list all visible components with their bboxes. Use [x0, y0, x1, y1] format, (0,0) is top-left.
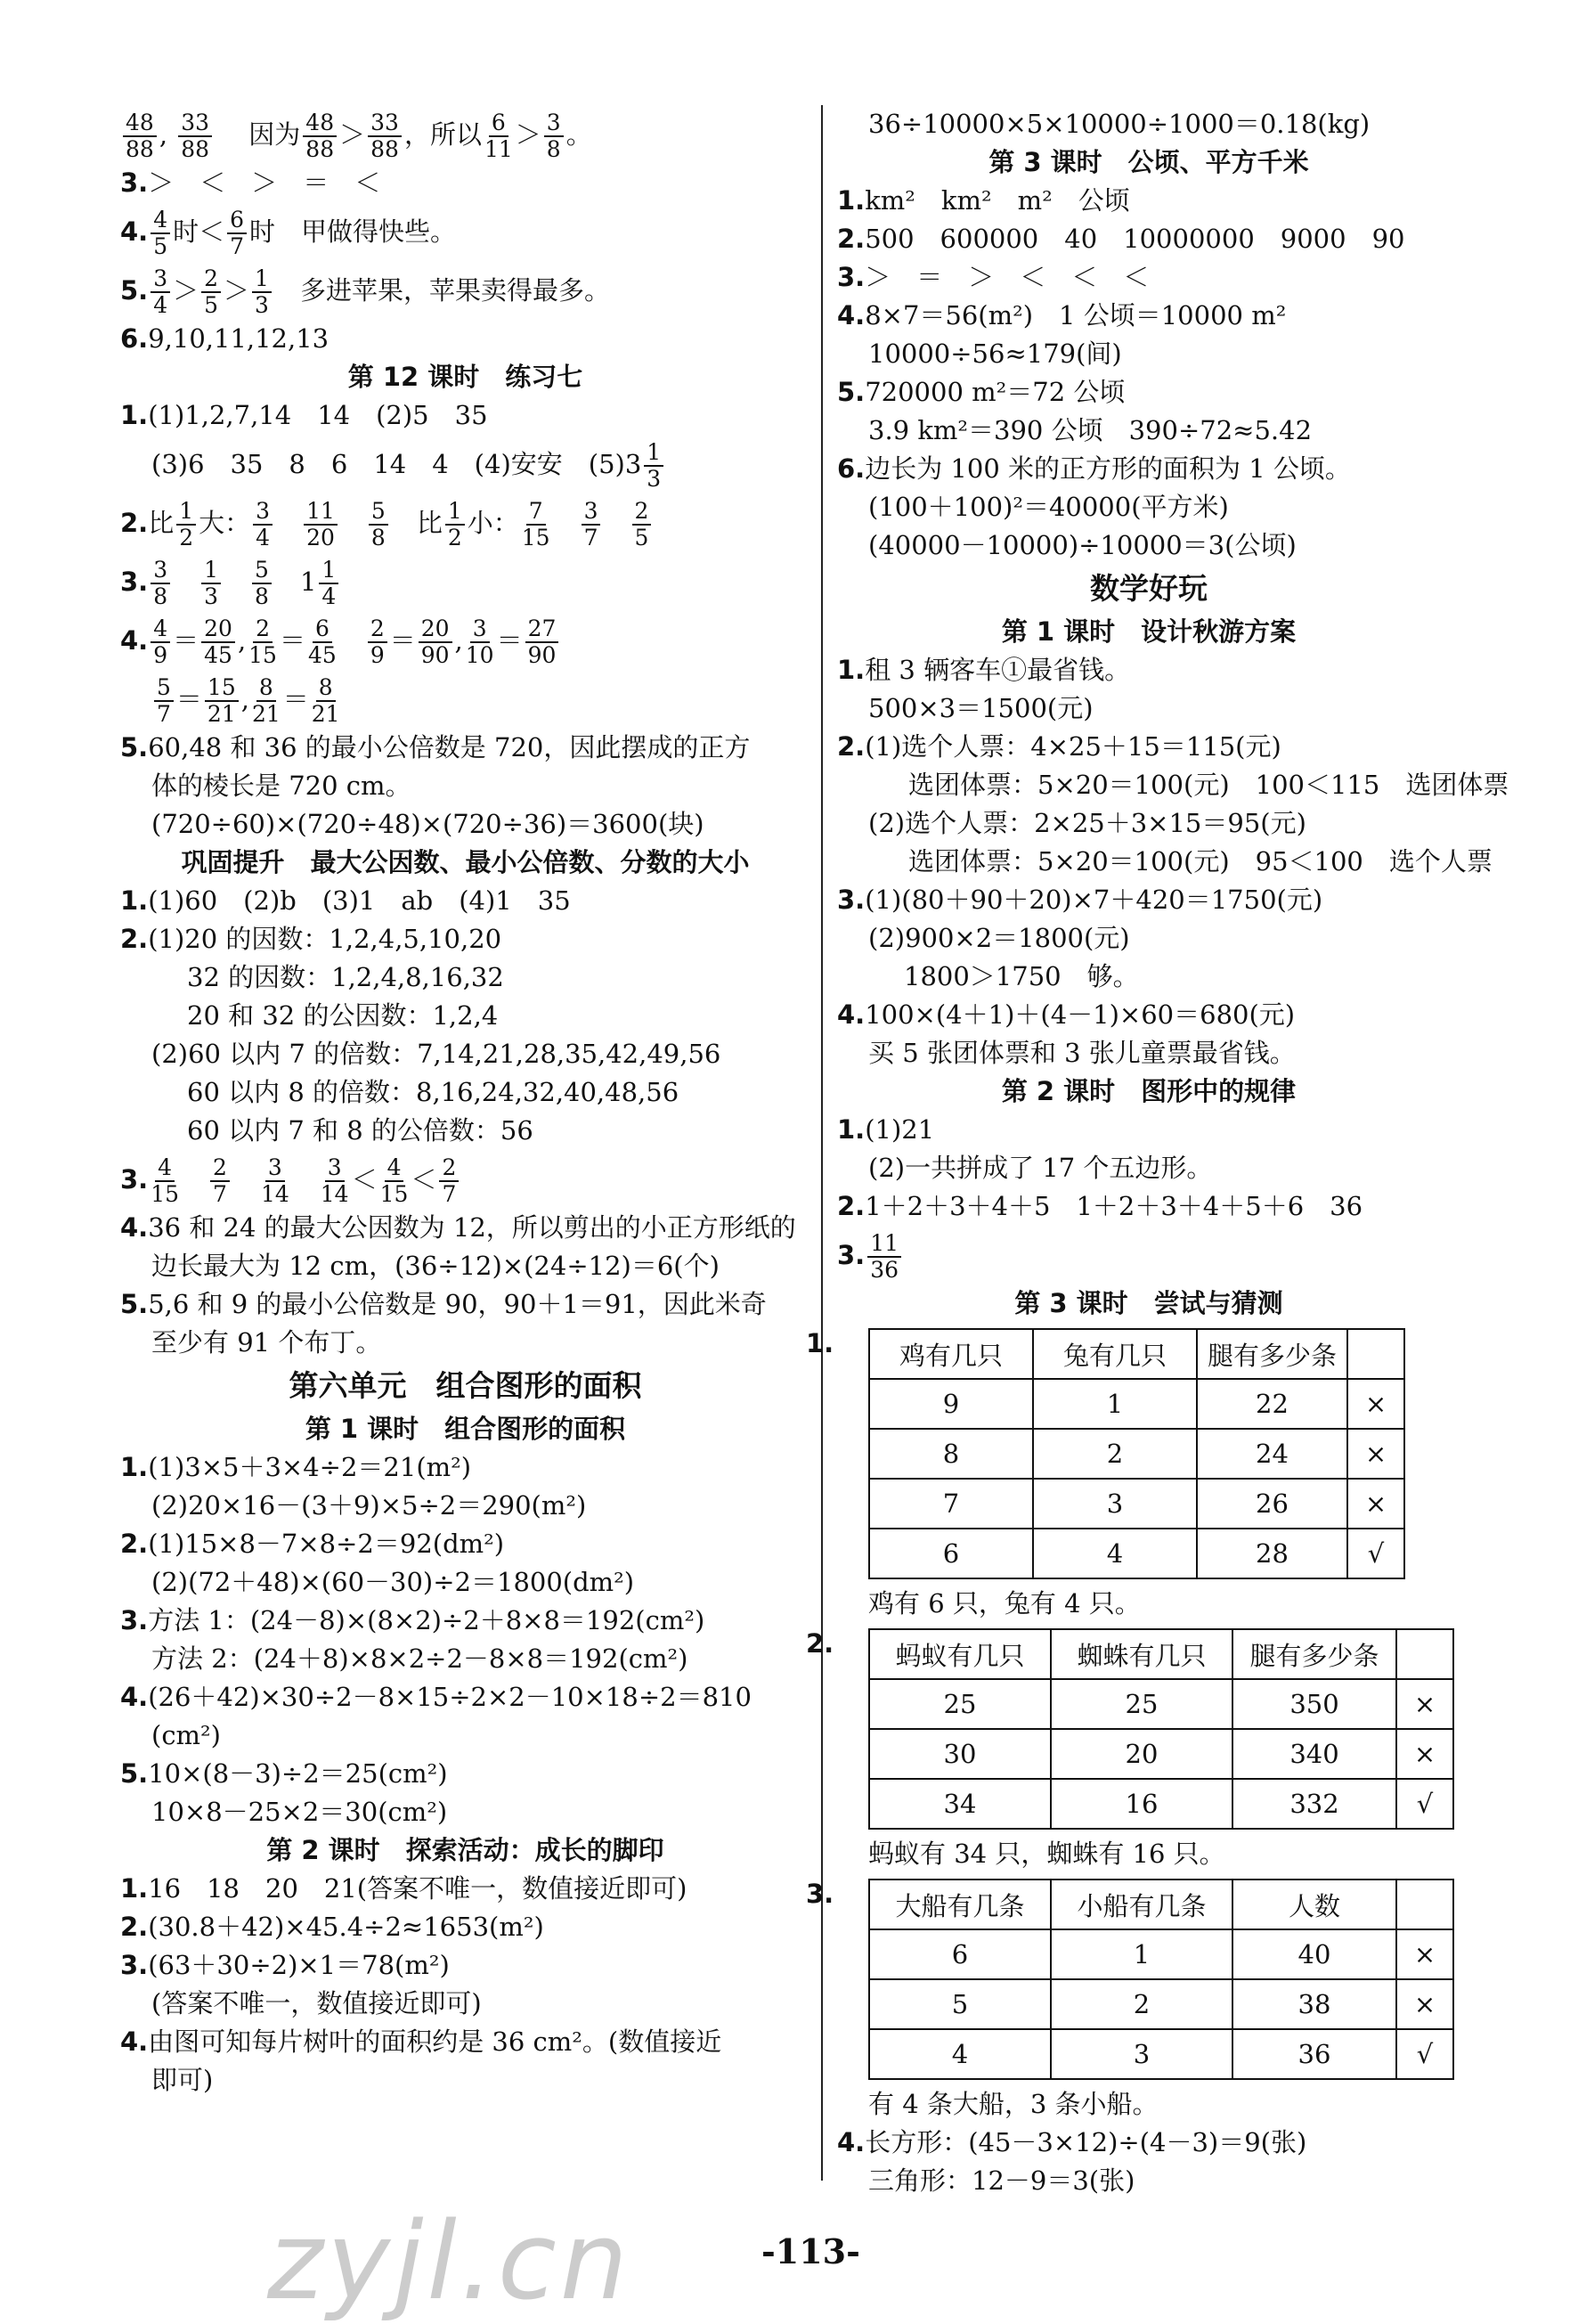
- f-answer-2: 2.(1)选个人票：4×25＋15＝115(元): [837, 731, 1281, 762]
- answer-5: 5. $\frac{3}{4}$ ＞ $\frac{2}{5}$ ＞ $\frac{1}{3}$ 多进苹果，苹果卖得最多。: [120, 265, 610, 318]
- l12-answer-5c: (720÷60)×(720÷48)×(720÷36)＝3600(块): [151, 809, 704, 839]
- r-answer-6: 6.边长为 100 米的正方形的面积为 1 公顷。: [837, 453, 1351, 484]
- u-answer-4: 4.(26＋42)×30÷2－8×15÷2×2－10×18÷2＝810: [120, 1682, 752, 1712]
- c-answer-2-line: (2)60 以内 7 的倍数：7,14,21,28,35,42,49,56: [151, 1039, 721, 1069]
- intro-line: $\frac{48}{88}$ , $\frac{33}{88}$ 因为 $\frac{48}{88}$ ＞ $\frac{33}{88}$ ，所以 $\frac{6}{11}$ ＞ $\frac{3}{8}$ 。: [120, 105, 810, 164]
- l12-answer-1b: (3)6 35 8 6 14 4 (4)安安 (5)3 $\frac{1}{3}$: [120, 435, 810, 493]
- f-answer-1b: 500×3＝1500(元): [868, 693, 1094, 723]
- u-answer-3: 3.方法 1：(24－8)×(8×2)÷2＋8×8＝192(cm²): [120, 1605, 705, 1635]
- v-answer-4: 4.由图可知每片树叶的面积约是 36 cm²。(数值接近: [120, 2026, 722, 2057]
- c-answer-4b: 边长最大为 12 cm，(36÷12)×(24÷12)＝6(个): [151, 1251, 720, 1281]
- watermark: zyjl.cn: [267, 2200, 631, 2324]
- c-answer-2-line: 60 以内 8 的倍数：8,16,24,32,40,48,56: [187, 1077, 679, 1107]
- table-row: 8 2 24 ×: [869, 1429, 1404, 1479]
- f-answer-2b: 选团体票：5×20＝100(元) 100＜115 选团体票: [908, 770, 1509, 800]
- u-answer-2b: (2)(72＋48)×(60－30)÷2＝1800(dm²): [151, 1567, 635, 1597]
- c-answer-4: 4.36 和 24 的最大公因数为 12，所以剪出的小正方形纸的: [120, 1212, 796, 1243]
- u-answer-4b: (cm²): [151, 1720, 221, 1750]
- c-answer-5b: 至少有 91 个布丁。: [151, 1327, 382, 1358]
- c-answer-2-line: 60 以内 7 和 8 的公倍数：56: [187, 1115, 533, 1146]
- c-answer-5: 5.5,6 和 9 的最小公倍数是 90，90＋1＝91，因此米奇: [120, 1289, 767, 1319]
- ant-spider-table: 蚂蚁有几只 蜘蛛有几只 腿有多少条 25 25 350 × 30 20 340 × 34 16 332 √: [868, 1628, 1454, 1830]
- table-1-block: 1. 鸡有几只 兔有几只 腿有多少条 9 1 22 × 8 2 24 × 7 3 26 × 6 4 28 √: [837, 1328, 1460, 1579]
- g-answer-2: 2.1＋2＋3＋4＋5 1＋2＋3＋4＋5＋6 36: [837, 1191, 1363, 1221]
- v-answer-4b: 即可): [151, 2065, 214, 2095]
- u-answer-1: 1.(1)3×5＋3×4÷2＝21(m²): [120, 1452, 472, 1482]
- chicken-rabbit-table: 鸡有几只 兔有几只 腿有多少条 9 1 22 × 8 2 24 × 7 3 26 × 6 4 28 √: [868, 1328, 1405, 1579]
- c-answer-2: 2.(1)20 的因数：1,2,4,5,10,20: [120, 924, 502, 954]
- l12-answer-5: 5.60,48 和 36 的最小公倍数是 720，因此摆成的正方: [120, 732, 751, 762]
- boat-table: 大船有几条 小船有几条 人数 6 1 40 × 5 2 38 × 4 3 36 √: [868, 1879, 1454, 2080]
- f-answer-2d: 选团体票：5×20＝100(元) 95＜100 选个人票: [908, 846, 1493, 877]
- u-answer-1b: (2)20×16－(3＋9)×5÷2＝290(m²): [151, 1490, 587, 1521]
- g-answer-1: 1.(1)21: [837, 1114, 935, 1145]
- table-row: 9 1 22 ×: [869, 1379, 1404, 1429]
- table-row: 6 4 28 √: [869, 1529, 1404, 1578]
- f-answer-2c: (2)选个人票：2×25＋3×15＝95(元): [868, 808, 1306, 838]
- g-answer-1b: (2)一共拼成了 17 个五边形。: [868, 1153, 1213, 1183]
- f-answer-3: 3.(1)(80＋90＋20)×7＋420＝1750(元): [837, 885, 1323, 915]
- consolidation-title: 巩固提升 最大公因数、最小公倍数、分数的大小: [181, 847, 750, 877]
- r-answer-3: 3.＞ ＝ ＞ ＜ ＜ ＜: [837, 262, 1150, 292]
- fraction: $\frac{3}{8}$: [544, 110, 564, 162]
- v-answer-1: 1.16 18 20 21(答案不唯一，数值接近即可): [120, 1873, 687, 1904]
- r-top-line: 36÷10000×5×10000÷1000＝0.18(kg): [868, 109, 1371, 139]
- fun-math-title: 数学好玩: [1090, 571, 1208, 606]
- r-lesson-3-title: 第 3 课时 公顷、平方千米: [988, 147, 1309, 177]
- table-row: 5 2 38 ×: [869, 1979, 1453, 2029]
- left-column: [120, 105, 810, 2100]
- r-answer-4b: 10000÷56≈179(间): [868, 338, 1122, 369]
- table-row: 7 3 26 ×: [869, 1479, 1404, 1529]
- g-answer-3: 3. $\frac{11}{36}$: [837, 1226, 1460, 1284]
- f-answer-3b: (2)900×2＝1800(元): [868, 923, 1130, 953]
- l12-answer-4b: $\frac{5}{7}$ ＝ $\frac{15}{21}$ , $\frac{8}{21}$ ＝ $\frac{8}{21}$: [120, 670, 810, 729]
- r-answer-2: 2.500 600000 40 10000000 9000 90: [837, 224, 1405, 254]
- v-answer-2: 2.(30.8＋42)×45.4÷2≈1653(m²): [120, 1912, 544, 1942]
- c-answer-2-line: 32 的因数：1,2,4,8,16,32: [187, 962, 504, 992]
- fraction: $\frac{33}{88}$: [368, 110, 402, 162]
- table-2-block: 2. 蚂蚁有几只 蜘蛛有几只 腿有多少条 25 25 350 × 30 20 340 × 34 16 332 √: [837, 1628, 1460, 1830]
- u-answer-3b: 方法 2：(24＋8)×8×2÷2－8×8＝192(cm²): [151, 1643, 688, 1674]
- l12-answer-1: 1.(1)1,2,7,14 14 (2)5 35: [120, 400, 488, 430]
- r-last-answer-4: 4.长方形：(45－3×12)÷(4－3)＝9(张): [837, 2127, 1307, 2157]
- answer-4: 4. $\frac{4}{5}$ 时＜ $\frac{6}{7}$ 时 甲做得快些。: [120, 207, 457, 259]
- f-answer-3c: 1800＞1750 够。: [904, 961, 1139, 991]
- table-row: 30 20 340 ×: [869, 1729, 1453, 1779]
- fraction: $\frac{6}{11}$: [484, 110, 513, 162]
- table-row: 34 16 332 √: [869, 1779, 1453, 1829]
- c-answer-2-line: 20 和 32 的公因数：1,2,4: [187, 1000, 499, 1031]
- l12-answer-4: 4. $\frac{4}{9}$ ＝ $\frac{20}{45}$ , $\frac{2}{15}$ ＝ $\frac{6}{45}$ $\frac{2}{9}$ ＝ $\frac{20}{90}$ , $\frac{3}{10}$ ＝ $\frac{27}{90}$: [120, 611, 810, 670]
- fun-lesson-1-title: 第 1 课时 设计秋游方案: [1001, 616, 1297, 647]
- u6-lesson-1-title: 第 1 课时 组合图形的面积: [305, 1414, 626, 1444]
- column-divider: [821, 105, 823, 2181]
- answer-6: 6.9,10,11,12,13: [120, 323, 329, 354]
- lesson-12-title: 第 12 课时 练习七: [347, 362, 583, 392]
- fraction: $\frac{48}{88}$: [303, 110, 337, 162]
- u6-lesson-2-title: 第 2 课时 探索活动：成长的脚印: [266, 1835, 664, 1865]
- t3-conclusion: 有 4 条大船，3 条小船。: [868, 2089, 1159, 2119]
- t1-conclusion: 鸡有 6 只，兔有 4 只。: [868, 1588, 1141, 1619]
- u-answer-5: 5.10×(8－3)÷2＝25(cm²): [120, 1758, 448, 1789]
- r-answer-5b: 3.9 km²＝390 公顷 390÷72≈5.42: [868, 415, 1313, 445]
- f-answer-1: 1.租 3 辆客车①最省钱。: [837, 655, 1131, 685]
- r-answer-6b: (100＋100)²＝40000(平方米): [868, 492, 1229, 522]
- t2-conclusion: 蚂蚁有 34 只，蜘蛛有 16 只。: [868, 1839, 1225, 1869]
- right-column: [806, 105, 1509, 2200]
- page-number: -113-: [761, 2231, 860, 2271]
- table-row: 4 3 36 √: [869, 2029, 1453, 2079]
- l12-answer-2: 2.比 $\frac{1}{2}$ 大： $\frac{3}{4}$ $\frac{11}{20}$ $\frac{5}{8}$ 比 $\frac{1}{2}$ 小： $\frac{7}{15}$ $\frac{3}{7}$ $\frac{2}{5}$: [120, 493, 810, 552]
- unit-6-title: 第六单元 组合图形的面积: [289, 1368, 642, 1403]
- table-row: 6 1 40 ×: [869, 1929, 1453, 1979]
- r-answer-5: 5.720000 m²＝72 公顷: [837, 377, 1126, 407]
- f-answer-4: 4.100×(4＋1)＋(4－1)×60＝680(元): [837, 999, 1296, 1030]
- fraction: $\frac{48}{88}$: [123, 110, 157, 162]
- c-answer-1: 1.(1)60 (2)b (3)1 ab (4)1 35: [120, 885, 571, 916]
- c-answer-3: 3. $\frac{4}{15}$ $\frac{2}{7}$ $\frac{3}{14}$ $\frac{3}{14}$ ＜ $\frac{4}{15}$ ＜ $\frac{2}{7}$: [120, 1150, 810, 1209]
- u-answer-5b: 10×8－25×2＝30(cm²): [151, 1797, 448, 1827]
- r-answer-6c: (40000－10000)÷10000＝3(公顷): [868, 530, 1297, 560]
- u-answer-2: 2.(1)15×8－7×8÷2＝92(dm²): [120, 1529, 505, 1559]
- fun-lesson-3-title: 第 3 课时 尝试与猜测: [1014, 1288, 1283, 1318]
- l12-answer-5b: 体的棱长是 720 cm。: [151, 771, 411, 801]
- table-3-block: 3. 大船有几条 小船有几条 人数 6 1 40 × 5 2 38 × 4 3 36 √: [837, 1879, 1460, 2080]
- fun-lesson-2-title: 第 2 课时 图形中的规律: [1001, 1076, 1297, 1106]
- v-answer-3: 3.(63＋30÷2)×1＝78(m²): [120, 1950, 450, 1980]
- v-answer-3b: (答案不唯一，数值接近即可): [151, 1988, 482, 2018]
- r-last-answer-4b: 三角形：12－9＝3(张): [868, 2165, 1135, 2196]
- r-answer-4: 4.8×7＝56(m²) 1 公顷＝10000 m²: [837, 300, 1287, 330]
- l12-answer-3: 3. $\frac{3}{8}$ $\frac{1}{3}$ $\frac{5}{8}$ 1 $\frac{1}{4}$: [120, 552, 810, 611]
- r-answer-1: 1.km² km² m² 公顷: [837, 185, 1130, 216]
- table-row: 25 25 350 ×: [869, 1679, 1453, 1729]
- f-answer-4b: 买 5 张团体票和 3 张儿童票最省钱。: [868, 1038, 1296, 1068]
- fraction: $\frac{33}{88}$: [178, 110, 212, 162]
- answer-3: 3.＞ ＜ ＞ ＝ ＜: [120, 167, 381, 198]
